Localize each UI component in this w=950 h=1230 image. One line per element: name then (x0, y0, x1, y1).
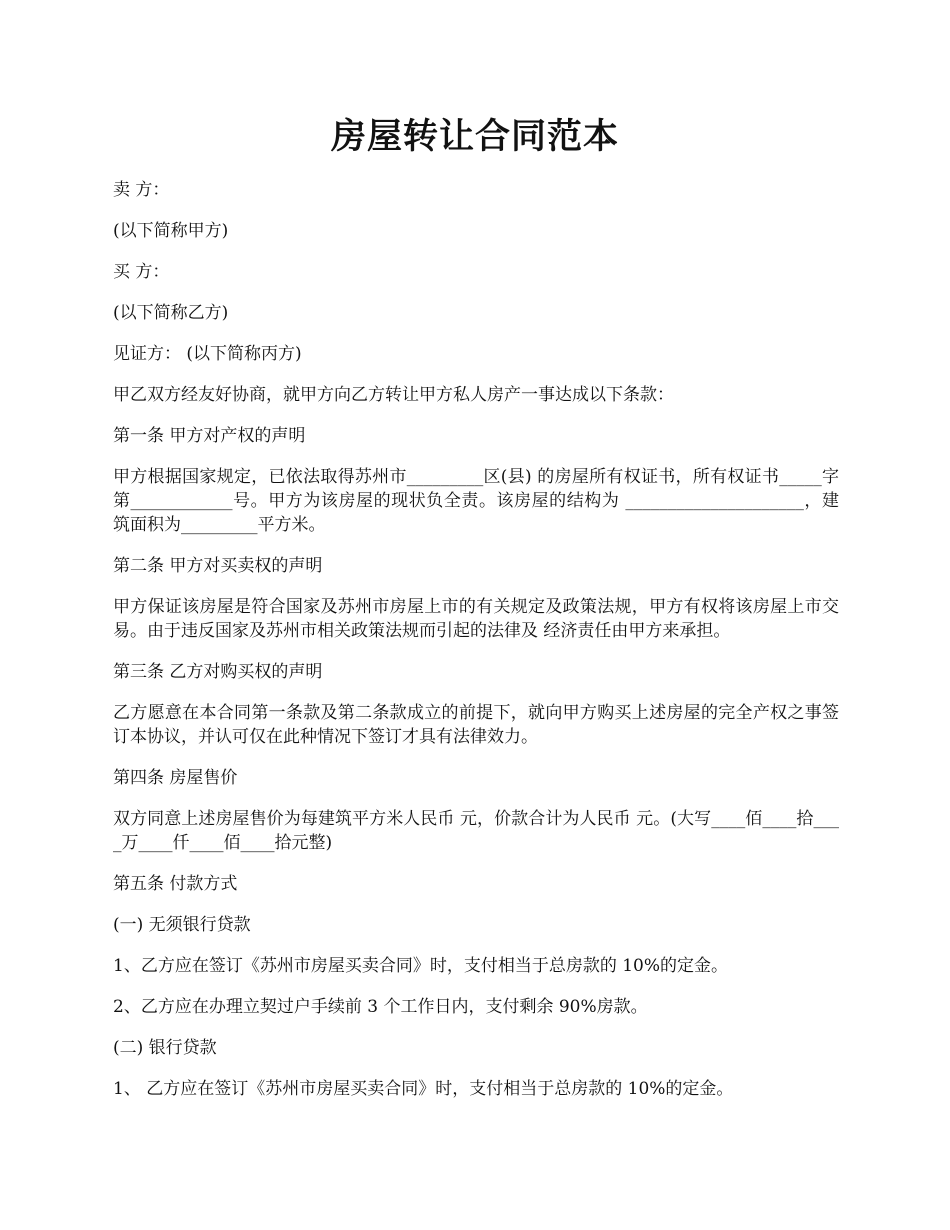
seller-alias: (以下简称甲方) (113, 221, 229, 241)
no-loan-heading: (一) 无须银行贷款 (113, 915, 251, 935)
article-1-body: 甲方根据国家规定，已依法取得苏州市_________区(县) 的房屋所有权证书，所有权证书_____字第____________号。甲方为该房屋的现状负全责。该房屋的结构为 _____________________，建筑面积为_________平方米。 (113, 467, 839, 535)
witness-line: 见证方： (以下简称丙方) (113, 344, 302, 364)
buyer-line: 买 方： (113, 262, 170, 282)
article-1-heading: 第一条 甲方对产权的声明 (113, 426, 306, 446)
seller-line: 卖 方： (113, 180, 170, 200)
preamble: 甲乙双方经友好协商，就甲方向乙方转让甲方私人房产一事达成以下条款： (113, 385, 674, 405)
loan-item-1: 1、 乙方应在签订《苏州市房屋买卖合同》时，支付相当于总房款的 10%的定金。 (113, 1079, 734, 1099)
page-title: 房屋转让合同范本 (330, 116, 619, 157)
no-loan-item-2: 2、乙方应在办理立契过户手续前 3 个工作日内，支付剩余 90%房款。 (113, 997, 648, 1017)
article-4-body: 双方同意上述房屋售价为每建筑平方米人民币 元，价款合计为人民币 元。(大写____佰____拾____万____仟____佰____拾元整) (113, 809, 839, 853)
no-loan-item-1: 1、乙方应在签订《苏州市房屋买卖合同》时，支付相当于总房款的 10%的定金。 (113, 956, 729, 976)
article-4-heading: 第四条 房屋售价 (113, 768, 238, 788)
buyer-alias: (以下简称乙方) (113, 303, 229, 323)
loan-heading: (二) 银行贷款 (113, 1038, 217, 1058)
document-body (113, 178, 839, 1118)
article-3-body: 乙方愿意在本合同第一条款及第二条款成立的前提下，就向甲方购买上述房屋的完全产权之事签订本协议，并认可仅在此种情况下签订才具有法律效力。 (113, 703, 839, 747)
article-2-heading: 第二条 甲方对买卖权的声明 (113, 556, 323, 576)
article-5-heading: 第五条 付款方式 (113, 874, 238, 894)
article-3-heading: 第三条 乙方对购买权的声明 (113, 662, 323, 682)
article-2-body: 甲方保证该房屋是符合国家及苏州市房屋上市的有关规定及政策法规，甲方有权将该房屋上市交易。由于违反国家及苏州市相关政策法规而引起的法律及 经济责任由甲方来承担。 (113, 597, 839, 641)
